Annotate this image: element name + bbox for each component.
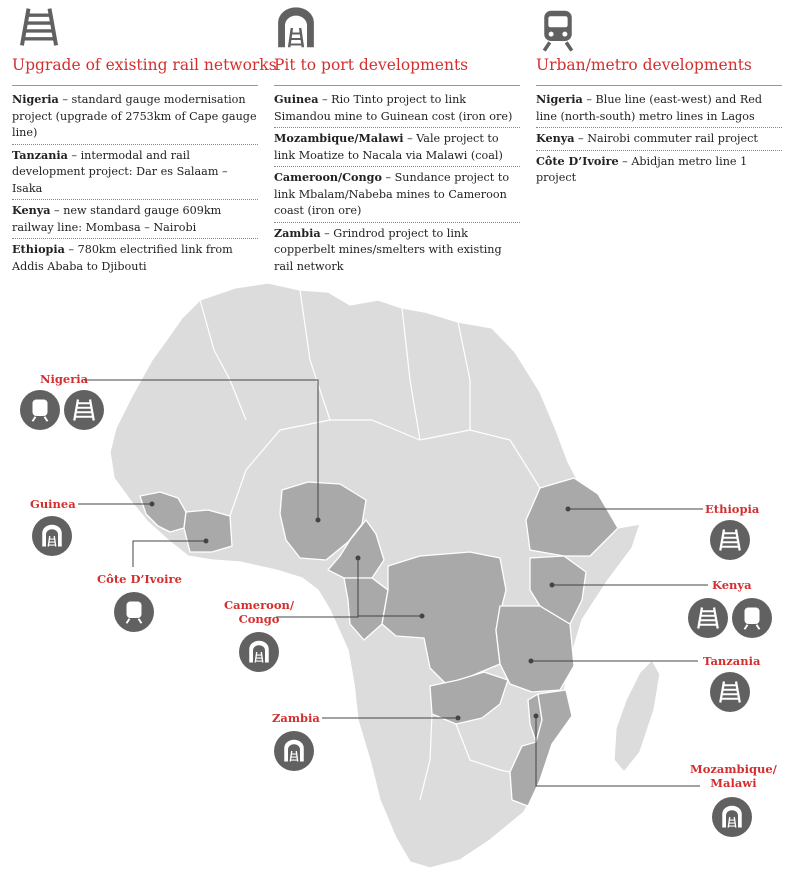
list-item: Tanzania – intermodal and rail development project: Dar es Salaam – Isaka <box>12 145 258 201</box>
map-label-cote-divoire: Côte D’Ivoire <box>97 572 182 586</box>
mine-tunnel-icon <box>32 516 72 556</box>
mine-tunnel-icon <box>712 797 752 837</box>
map-label-ethiopia: Ethiopia <box>705 502 760 516</box>
map-label-zambia: Zambia <box>272 711 320 725</box>
map-label-cameroon-congo: Cameroon/ Congo <box>224 598 295 626</box>
list-item: Kenya – new standard gauge 609km railway line: Mombasa – Nairobi <box>12 200 258 239</box>
rail-track-icon <box>710 520 750 560</box>
rail-track-icon <box>64 390 104 430</box>
list-item: Zambia – Grindrod project to link copperbelt mines/smelters with existing rail network <box>274 225 502 273</box>
rail-track-icon <box>710 672 750 712</box>
map-label-nigeria: Nigeria <box>40 372 89 386</box>
legend-column-urban-metro <box>536 0 782 189</box>
list-item: Cameroon/Congo – Sundance project to link Mbalam/Nabeba mines to Cameroon coast (iron ore) <box>274 167 520 223</box>
column-title: Pit to port developments <box>274 56 520 86</box>
list-item: Côte D’Ivoire – Abidjan metro line 1 project <box>536 153 748 184</box>
map-label-guinea: Guinea <box>30 497 76 511</box>
mine-tunnel-icon <box>274 731 314 771</box>
legend-column-upgrade <box>12 0 277 277</box>
mine-tunnel-icon <box>274 6 318 50</box>
list-item: Kenya – Nairobi commuter rail project <box>536 128 782 151</box>
legend-column-pit-to-port <box>274 0 520 277</box>
metro-train-icon <box>114 592 154 632</box>
map-label-mozambique-malawi: Mozambique/ Malawi <box>690 762 777 790</box>
map-label-tanzania: Tanzania <box>703 654 761 668</box>
metro-train-icon <box>536 6 580 54</box>
map-label-kenya: Kenya <box>712 578 752 592</box>
madagascar <box>614 660 660 772</box>
metro-train-icon <box>20 390 60 430</box>
column-title: Upgrade of existing rail networks <box>12 56 258 86</box>
rail-track-icon <box>688 598 728 638</box>
list-item: Nigeria – standard gauge modernisation project (upgrade of 2753km of Cape gauge line) <box>12 89 258 145</box>
list-item: Nigeria – Blue line (east-west) and Red line (north-south) metro lines in Lagos <box>536 89 782 128</box>
country-cote-divoire <box>184 510 232 552</box>
mine-tunnel-icon <box>239 632 279 672</box>
rail-track-icon <box>12 6 66 48</box>
column-title: Urban/metro developments <box>536 56 782 86</box>
list-item: Guinea – Rio Tinto project to link Simandou mine to Guinean cost (iron ore) <box>274 89 520 128</box>
list-item: Ethiopia – 780km electrified link from Addis Ababa to Djibouti <box>12 242 233 273</box>
metro-train-icon <box>732 598 772 638</box>
list-item: Mozambique/Malawi – Vale project to link Moatize to Nacala via Malawi (coal) <box>274 128 520 167</box>
